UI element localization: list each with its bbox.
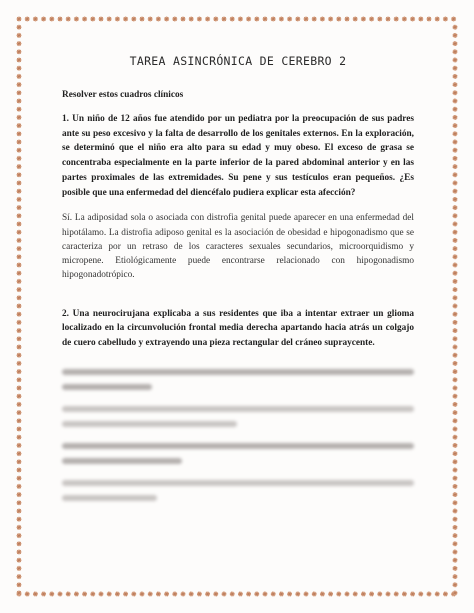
document-body	[62, 48, 414, 510]
document-subtitle: Resolver estos cuadros clínicos	[62, 90, 184, 100]
question-1: 1. Un niño de 12 años fue atendido por un pediatra por la preocupación de sus padres ante su peso excesivo y la falta de desarrollo de los genitales externos. En la exploración, se determinó que el niño era alto para su edad y muy obeso. El exceso de grasa se concentraba especialmente en la parte inferior de la pared abdominal anterior y en las partes proximales de las extremidades. Su pene y sus testículos eran pequeños. ¿Es posible que una enfermedad del diencéfalo pudiera explicar esta afección?	[62, 114, 414, 198]
answer-1: Sí. La adiposidad sola o asociada con distrofia genital puede aparecer en una enfermedad del hipotálamo. La distrofia adiposo genital es la asociación de obesidad e hipogonadismo que se caracteriza por un retraso de los caracteres sexuales secundarios, microorquidismo y micropene. Etiológicamente puede encontrarse relacionado con hipogonadismo hipogonadotrópico.	[62, 213, 414, 281]
question-2: 2. Una neurocirujana explicaba a sus residentes que iba a intentar extraer un glioma localizado en la circunvolución frontal media derecha apartando hacia atrás un colgajo de cuero cabelludo y extrayendo una pieza rectangular del cráneo supraycente.	[62, 308, 414, 349]
document-title: TAREA ASINCRÓNICA DE CEREBRO 2	[129, 54, 347, 68]
blurred-content	[62, 369, 414, 501]
